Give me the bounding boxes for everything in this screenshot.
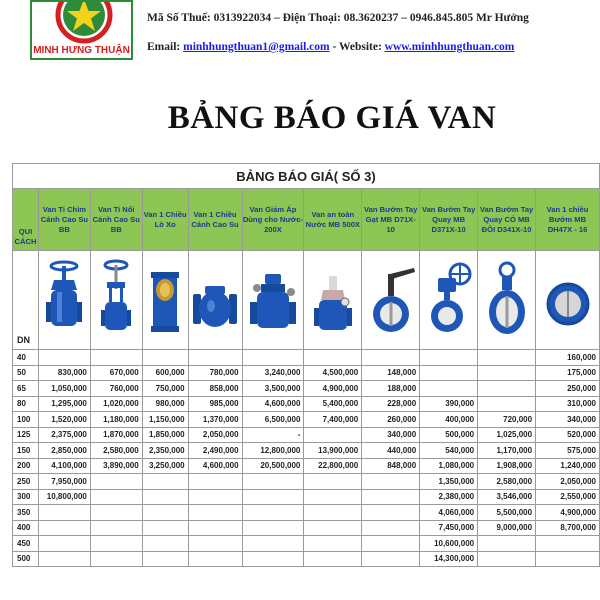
price-cell: 3,546,000 xyxy=(478,489,536,505)
valve-image-cell xyxy=(304,251,362,350)
price-cell: 390,000 xyxy=(420,396,478,412)
price-cell: 20,500,000 xyxy=(242,458,304,474)
table-row xyxy=(13,551,600,567)
image-row xyxy=(13,251,600,350)
price-cell: 3,250,000 xyxy=(142,458,188,474)
price-cell: 1,870,000 xyxy=(90,427,142,443)
price-cell: 5,500,000 xyxy=(478,505,536,521)
price-cell xyxy=(362,474,420,490)
price-cell: 1,180,000 xyxy=(90,412,142,428)
price-cell: 4,500,000 xyxy=(304,365,362,381)
table-title: BẢNG BÁO GIÁ( SỐ 3) xyxy=(13,164,600,189)
email-link[interactable]: minhhungthuan1@gmail.com xyxy=(183,41,330,53)
price-cell: 440,000 xyxy=(362,443,420,459)
price-cell: 4,600,000 xyxy=(188,458,242,474)
price-cell xyxy=(38,536,90,552)
table-row xyxy=(13,396,600,412)
logo-text: MINH HƯNG THUẬN xyxy=(33,45,130,56)
valve-image-cell xyxy=(420,251,478,350)
price-cell xyxy=(478,350,536,366)
price-cell: 858,000 xyxy=(188,381,242,397)
column-header: Van 1 chiều Bướm MB DH47X - 16 xyxy=(536,189,600,251)
price-cell: 980,000 xyxy=(142,396,188,412)
price-cell xyxy=(142,505,188,521)
price-cell xyxy=(142,520,188,536)
valve-image-cell xyxy=(142,251,188,350)
price-cell xyxy=(304,520,362,536)
valve-image-cell xyxy=(362,251,420,350)
price-cell xyxy=(90,474,142,490)
price-cell xyxy=(90,489,142,505)
price-cell: 670,000 xyxy=(90,365,142,381)
price-cell: 5,400,000 xyxy=(304,396,362,412)
price-cell: 340,000 xyxy=(536,412,600,428)
price-cell xyxy=(90,520,142,536)
price-cell: 9,000,000 xyxy=(478,520,536,536)
price-cell: 3,890,000 xyxy=(90,458,142,474)
dn-label: DN xyxy=(13,251,39,350)
table-row xyxy=(13,381,600,397)
website-link[interactable]: www.minhhungthuan.com xyxy=(384,41,515,53)
valve-image-cell xyxy=(90,251,142,350)
double-flange-butterfly-valve-icon xyxy=(480,258,534,342)
price-cell: 14,300,000 xyxy=(420,551,478,567)
table-row xyxy=(13,412,600,428)
price-cell xyxy=(38,520,90,536)
dn-cell: 300 xyxy=(13,489,39,505)
price-cell xyxy=(142,350,188,366)
price-cell xyxy=(142,489,188,505)
price-cell: 2,050,000 xyxy=(536,474,600,490)
dn-cell: 40 xyxy=(13,350,39,366)
table-row xyxy=(13,474,600,490)
price-cell xyxy=(362,551,420,567)
valve-image-cell xyxy=(478,251,536,350)
price-cell xyxy=(242,536,304,552)
price-cell: 1,020,000 xyxy=(90,396,142,412)
price-cell: 3,500,000 xyxy=(242,381,304,397)
price-cell: 720,000 xyxy=(478,412,536,428)
price-cell: 2,380,000 xyxy=(420,489,478,505)
price-cell: 10,600,000 xyxy=(420,536,478,552)
table-row xyxy=(13,365,600,381)
table-row xyxy=(13,458,600,474)
website-label: - Website: xyxy=(329,41,382,53)
column-header: Van Bướm Tay Quay CÓ MB ĐÔI D341X-10 xyxy=(478,189,536,251)
price-cell xyxy=(90,505,142,521)
column-header: Van 1 Chiều Cánh Cao Su xyxy=(188,189,242,251)
dn-cell: 500 xyxy=(13,551,39,567)
price-cell: 780,000 xyxy=(188,365,242,381)
price-cell xyxy=(304,489,362,505)
price-cell: 600,000 xyxy=(142,365,188,381)
price-cell xyxy=(304,427,362,443)
price-cell: 175,000 xyxy=(536,365,600,381)
price-cell: 160,000 xyxy=(536,350,600,366)
dn-cell: 65 xyxy=(13,381,39,397)
table-row xyxy=(13,443,600,459)
price-cell xyxy=(304,474,362,490)
price-cell xyxy=(90,350,142,366)
price-cell: 1,150,000 xyxy=(142,412,188,428)
column-header: Van 1 Chiều Lò Xo xyxy=(142,189,188,251)
price-cell: 6,500,000 xyxy=(242,412,304,428)
price-cell xyxy=(536,551,600,567)
price-cell xyxy=(304,551,362,567)
price-cell: 2,850,000 xyxy=(38,443,90,459)
price-cell: 7,400,000 xyxy=(304,412,362,428)
price-cell: 1,080,000 xyxy=(420,458,478,474)
price-cell xyxy=(362,489,420,505)
price-sheet xyxy=(12,163,600,600)
price-cell: 10,800,000 xyxy=(38,489,90,505)
price-cell: 400,000 xyxy=(420,412,478,428)
price-cell: 848,000 xyxy=(362,458,420,474)
safety-valve-icon xyxy=(311,258,355,342)
table-row xyxy=(13,350,600,366)
dn-cell: 150 xyxy=(13,443,39,459)
price-cell xyxy=(304,505,362,521)
table-row xyxy=(13,489,600,505)
page-title: BẢNG BÁO GIÁ VAN xyxy=(167,100,497,136)
price-cell xyxy=(362,520,420,536)
price-cell xyxy=(362,536,420,552)
column-header: Van Ti Chìm Cánh Cao Su BB xyxy=(38,189,90,251)
price-cell: 520,000 xyxy=(536,427,600,443)
valve-image-cell xyxy=(38,251,90,350)
price-cell: 575,000 xyxy=(536,443,600,459)
price-cell xyxy=(242,350,304,366)
price-cell xyxy=(420,350,478,366)
column-header: Van Giảm Áp Dùng cho Nước- 200X xyxy=(242,189,304,251)
column-header: Van Bướm Tay Gạt MB D71X-10 xyxy=(362,189,420,251)
price-cell: 12,800,000 xyxy=(242,443,304,459)
email-label: Email: xyxy=(147,41,181,53)
price-cell xyxy=(362,505,420,521)
price-rows xyxy=(13,350,600,567)
price-cell xyxy=(478,365,536,381)
price-cell: 4,060,000 xyxy=(420,505,478,521)
price-cell: 2,550,000 xyxy=(536,489,600,505)
price-cell: 2,490,000 xyxy=(188,443,242,459)
price-cell xyxy=(38,551,90,567)
table-row xyxy=(13,536,600,552)
pressure-reducing-valve-icon xyxy=(247,258,299,342)
price-cell xyxy=(304,350,362,366)
price-cell xyxy=(242,551,304,567)
price-cell xyxy=(536,536,600,552)
price-cell: 1,170,000 xyxy=(478,443,536,459)
price-cell: 2,375,000 xyxy=(38,427,90,443)
dn-cell: 80 xyxy=(13,396,39,412)
price-cell: 188,000 xyxy=(362,381,420,397)
price-cell: 1,050,000 xyxy=(38,381,90,397)
price-cell xyxy=(188,474,242,490)
price-cell: 750,000 xyxy=(142,381,188,397)
tax-phone-line: Mã Số Thuế: 0313922034 – Điện Thoại: 08.3620237 – 0946.845.805 Mr Hưởng xyxy=(147,12,529,24)
price-cell xyxy=(188,489,242,505)
dn-cell: 125 xyxy=(13,427,39,443)
price-cell xyxy=(242,474,304,490)
price-cell: 4,900,000 xyxy=(536,505,600,521)
price-cell: 2,350,000 xyxy=(142,443,188,459)
price-cell xyxy=(142,536,188,552)
price-cell xyxy=(362,350,420,366)
spring-check-valve-icon xyxy=(145,258,185,342)
table-row xyxy=(13,427,600,443)
price-cell: 7,950,000 xyxy=(38,474,90,490)
price-cell xyxy=(478,551,536,567)
price-cell: - xyxy=(242,427,304,443)
dn-cell: 400 xyxy=(13,520,39,536)
lever-butterfly-valve-icon xyxy=(364,258,418,342)
price-cell xyxy=(304,536,362,552)
price-cell: 13,900,000 xyxy=(304,443,362,459)
price-cell: 4,900,000 xyxy=(304,381,362,397)
price-cell: 2,580,000 xyxy=(90,443,142,459)
gear-butterfly-valve-icon xyxy=(422,258,476,342)
dn-cell: 100 xyxy=(13,412,39,428)
dn-cell: 350 xyxy=(13,505,39,521)
gate-valve-icon xyxy=(42,258,86,342)
price-cell: 3,240,000 xyxy=(242,365,304,381)
price-cell: 340,000 xyxy=(362,427,420,443)
price-cell: 8,700,000 xyxy=(536,520,600,536)
dual-plate-check-valve-icon xyxy=(541,258,595,342)
price-cell xyxy=(188,551,242,567)
price-cell xyxy=(478,396,536,412)
price-cell: 760,000 xyxy=(90,381,142,397)
price-cell xyxy=(142,551,188,567)
price-cell: 830,000 xyxy=(38,365,90,381)
table-row xyxy=(13,520,600,536)
price-cell xyxy=(38,505,90,521)
price-cell: 4,600,000 xyxy=(242,396,304,412)
price-cell: 4,100,000 xyxy=(38,458,90,474)
price-cell xyxy=(90,551,142,567)
price-cell: 7,450,000 xyxy=(420,520,478,536)
price-cell: 540,000 xyxy=(420,443,478,459)
company-logo xyxy=(30,0,133,60)
price-table xyxy=(12,163,600,567)
price-cell xyxy=(420,365,478,381)
price-cell xyxy=(242,520,304,536)
price-cell: 1,850,000 xyxy=(142,427,188,443)
spec-header: QUI CÁCH xyxy=(13,189,39,251)
price-cell xyxy=(142,474,188,490)
price-cell xyxy=(478,536,536,552)
dn-cell: 200 xyxy=(13,458,39,474)
price-cell: 1,520,000 xyxy=(38,412,90,428)
price-cell: 985,000 xyxy=(188,396,242,412)
price-cell xyxy=(188,536,242,552)
dn-cell: 50 xyxy=(13,365,39,381)
price-cell: 1,240,000 xyxy=(536,458,600,474)
star-emblem-icon xyxy=(54,0,114,48)
price-cell xyxy=(188,505,242,521)
valve-image-cell xyxy=(536,251,600,350)
valve-image-cell xyxy=(242,251,304,350)
price-cell xyxy=(188,520,242,536)
price-cell: 148,000 xyxy=(362,365,420,381)
price-cell: 250,000 xyxy=(536,381,600,397)
price-cell xyxy=(38,350,90,366)
rising-stem-gate-valve-icon xyxy=(98,258,134,342)
table-row xyxy=(13,505,600,521)
price-cell: 1,370,000 xyxy=(188,412,242,428)
price-cell: 500,000 xyxy=(420,427,478,443)
price-cell xyxy=(420,381,478,397)
price-cell xyxy=(188,350,242,366)
contact-line xyxy=(147,41,514,53)
dn-cell: 450 xyxy=(13,536,39,552)
price-cell xyxy=(478,381,536,397)
column-header: Van an toàn Nước MB 500X xyxy=(304,189,362,251)
price-cell: 1,908,000 xyxy=(478,458,536,474)
price-cell: 2,580,000 xyxy=(478,474,536,490)
price-cell: 1,350,000 xyxy=(420,474,478,490)
dn-cell: 250 xyxy=(13,474,39,490)
price-cell xyxy=(90,536,142,552)
price-cell xyxy=(242,489,304,505)
price-cell xyxy=(242,505,304,521)
price-cell: 22,800,000 xyxy=(304,458,362,474)
price-cell: 2,050,000 xyxy=(188,427,242,443)
price-cell: 310,000 xyxy=(536,396,600,412)
header-row xyxy=(13,189,600,251)
swing-check-valve-icon xyxy=(191,258,239,342)
valve-image-cell xyxy=(188,251,242,350)
price-cell: 1,025,000 xyxy=(478,427,536,443)
column-header: Van Bướm Tay Quay MB D371X-10 xyxy=(420,189,478,251)
price-cell: 260,000 xyxy=(362,412,420,428)
price-cell: 228,000 xyxy=(362,396,420,412)
column-header: Van Ti Nổi Cánh Cao Su BB xyxy=(90,189,142,251)
price-cell: 1,295,000 xyxy=(38,396,90,412)
